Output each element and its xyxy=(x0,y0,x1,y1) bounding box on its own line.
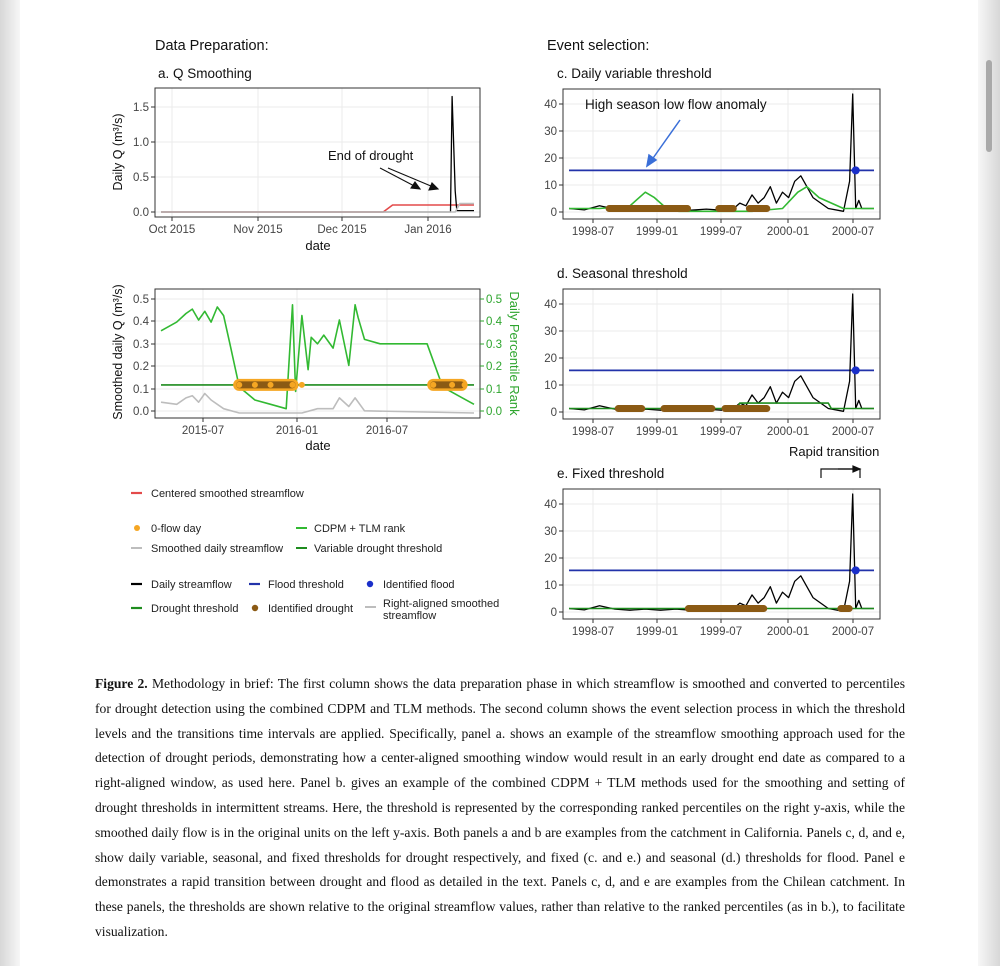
identified-drought-bar xyxy=(837,605,852,612)
y-tick-label: 30 xyxy=(544,326,557,338)
y-right-axis-label: Daily Percentile Rank xyxy=(507,291,522,416)
identified-flood-point xyxy=(852,166,860,174)
annotation-high-season-low-flow: High season low flow anomaly xyxy=(585,97,767,112)
x-tick-label: 2015-07 xyxy=(181,425,225,437)
series-smoothed-daily-streamflow xyxy=(161,394,474,414)
panel-d xyxy=(544,266,880,438)
y-right-tick-label: 0.4 xyxy=(486,316,502,328)
legend-item-identified-drought xyxy=(252,603,353,615)
rapid-transition-bracket xyxy=(821,466,860,478)
svg-text:Flood threshold: Flood threshold xyxy=(268,579,344,591)
y-tick-label: 20 xyxy=(544,553,557,565)
x-tick-label: 2000-07 xyxy=(831,226,875,238)
y-tick-label: 0.0 xyxy=(133,207,149,219)
series-daily-streamflow xyxy=(161,97,474,213)
x-tick-label: 1999-01 xyxy=(635,426,679,438)
y-tick-label: 40 xyxy=(544,99,557,111)
x-tick-label: 1999-07 xyxy=(699,626,743,638)
svg-text:Variable drought threshold: Variable drought threshold xyxy=(314,543,443,555)
svg-text:Daily streamflow: Daily streamflow xyxy=(151,579,232,591)
x-tick-label: 1999-07 xyxy=(699,226,743,238)
legend-item-cdpm-tlm-rank xyxy=(296,523,406,535)
x-axis-label: date xyxy=(305,238,331,253)
legend-item-smoothed-daily xyxy=(131,543,283,555)
y-tick-label: 0 xyxy=(550,607,557,619)
svg-text:Right-aligned smoothed: Right-aligned smoothed xyxy=(383,598,500,610)
y-tick-label: 20 xyxy=(544,153,557,165)
y-tick-label: 0.0 xyxy=(133,406,149,418)
x-tick-label: 2000-07 xyxy=(831,426,875,438)
y-tick-label: 0.5 xyxy=(133,294,149,306)
x-tick-label: 2000-01 xyxy=(766,226,810,238)
caption-label: Figure 2. xyxy=(95,676,148,691)
x-tick-label: 2000-07 xyxy=(831,626,875,638)
panel-c xyxy=(544,66,880,238)
panel-c-title: c. Daily variable threshold xyxy=(557,66,712,81)
svg-text:Identified flood: Identified flood xyxy=(383,579,455,591)
x-tick-label: Oct 2015 xyxy=(148,224,196,236)
annotation-arrow-anomaly xyxy=(647,120,680,166)
svg-text:CDPM + TLM rank: CDPM + TLM rank xyxy=(314,523,406,535)
y-tick-label: 1.0 xyxy=(133,137,149,149)
panel-a-title: a. Q Smoothing xyxy=(158,66,252,81)
zero-flow-day-point xyxy=(449,382,455,388)
identified-flood-point xyxy=(852,366,860,374)
y-tick-label: 10 xyxy=(544,580,557,592)
legend xyxy=(131,488,499,622)
legend-item-flood-threshold xyxy=(249,579,344,591)
y-tick-label: 40 xyxy=(544,299,557,311)
panel-b xyxy=(111,284,522,453)
annotation-arrows xyxy=(380,168,438,190)
legend-item-variable-drought-threshold xyxy=(296,543,442,555)
x-tick-label: Dec 2015 xyxy=(317,224,367,236)
figure-caption xyxy=(95,672,905,945)
x-tick-label: 2016-01 xyxy=(275,425,319,437)
y-tick-label: 20 xyxy=(544,353,557,365)
section-title-event-selection: Event selection: xyxy=(547,38,650,54)
zero-flow-day-point xyxy=(299,382,305,388)
y-tick-label: 10 xyxy=(544,180,557,192)
svg-text:Identified drought: Identified drought xyxy=(268,603,354,615)
zero-flow-day-point xyxy=(236,382,242,388)
identified-drought-bar xyxy=(715,205,736,212)
y-tick-label: 1.5 xyxy=(133,102,149,114)
identified-drought-bar xyxy=(615,405,646,412)
svg-text:0-flow day: 0-flow day xyxy=(151,523,202,535)
series-centered-smoothed-streamflow xyxy=(161,205,474,212)
y-axis-label: Smoothed daily Q (m³/s) xyxy=(111,284,125,420)
y-right-tick-label: 0.5 xyxy=(486,294,502,306)
y-tick-label: 40 xyxy=(544,499,557,511)
panel-d-title: d. Seasonal threshold xyxy=(557,266,688,281)
legend-item-daily-streamflow xyxy=(131,579,232,591)
x-tick-label: 2000-01 xyxy=(766,626,810,638)
y-right-tick-label: 0.3 xyxy=(486,339,502,351)
x-tick-label: 1999-07 xyxy=(699,426,743,438)
x-tick-label: 1998-07 xyxy=(571,626,615,638)
zero-flow-day-point xyxy=(289,382,295,388)
y-axis-label: Daily Q (m³/s) xyxy=(111,113,125,191)
x-tick-label: 1999-01 xyxy=(635,226,679,238)
y-right-tick-label: 0.0 xyxy=(486,406,502,418)
y-tick-label: 0 xyxy=(550,407,557,419)
identified-drought-bar xyxy=(236,381,295,388)
legend-item-drought-threshold xyxy=(131,603,238,615)
x-tick-label: 2016-07 xyxy=(365,425,409,437)
panel-e-title: e. Fixed threshold xyxy=(557,466,665,481)
section-title-data-preparation: Data Preparation: xyxy=(155,38,269,54)
x-tick-label: 2000-01 xyxy=(766,426,810,438)
legend-item-identified-flood xyxy=(367,579,455,591)
zero-flow-day-point xyxy=(252,382,258,388)
y-tick-label: 0.2 xyxy=(133,361,149,373)
zero-flow-day-point xyxy=(268,382,274,388)
x-axis-label: date xyxy=(305,438,331,453)
identified-drought-bar xyxy=(661,405,716,412)
y-right-tick-label: 0.1 xyxy=(486,384,502,396)
legend-item-zero-flow-day xyxy=(134,523,202,535)
zero-flow-day-point xyxy=(430,382,436,388)
svg-text:streamflow: streamflow xyxy=(383,610,437,622)
identified-flood-point xyxy=(852,566,860,574)
identified-drought-bar xyxy=(746,205,770,212)
annotation-end-of-drought: End of drought xyxy=(328,148,414,163)
svg-text:Smoothed daily streamflow: Smoothed daily streamflow xyxy=(151,543,284,555)
y-tick-label: 0.3 xyxy=(133,339,149,351)
y-tick-label: 0 xyxy=(550,207,557,219)
y-tick-label: 30 xyxy=(544,526,557,538)
y-tick-label: 0.1 xyxy=(133,384,149,396)
annotation-rapid-transition: Rapid transition xyxy=(789,444,880,459)
y-tick-label: 30 xyxy=(544,126,557,138)
x-tick-label: 1998-07 xyxy=(571,226,615,238)
panel-e xyxy=(544,466,880,638)
svg-text:Centered smoothed streamflow: Centered smoothed streamflow xyxy=(151,488,304,500)
svg-text:Drought threshold: Drought threshold xyxy=(151,603,239,615)
series-cdpm-tlm-rank xyxy=(161,305,474,409)
y-tick-label: 0.4 xyxy=(133,316,149,328)
x-tick-label: 1998-07 xyxy=(571,426,615,438)
caption-text: Methodology in brief: The first column shows the data preparation phase in which streamflow is smoothed and converted to percentiles for drought detection using the combined CDPM and TLM methods. The second column shows the event selection process in which the threshold levels and the transitions time intervals are applied. Specifically, panel a. shows an example of the streamflow smoothing approach used for the detection of drought periods, demonstrating how a center-aligned smoothing window would result in an early drought end date as compared to a right-aligned window, as used here. Panel b. gives an example of the combined CDPM + TLM methods used for the smoothing and setting of drought thresholds in intermittent streams. Here, the threshold is represented by the corresponding ranked percentiles on the right y-axis, while the smoothed daily flow is in the original units on the left y-axis. Both panels a and b are examples from the catchment in California. Panels c, d, and e, show daily variable, seasonal, and fixed thresholds for drought respectively, and fixed (c. and e.) and seasonal (d.) thresholds for flood. Panel e demonstrates a rapid transition between drought and flood as detailed in the text. Panels c, d, and e are examples from the Chilean catchment. In these panels, the thresholds are shown relative to the original streamflow values, rather than relative to the ranked percentiles (as in b.), to facilitate visualization. xyxy=(95,676,905,939)
identified-drought-bar xyxy=(685,605,767,612)
zero-flow-day-point xyxy=(462,382,468,388)
identified-drought-bar xyxy=(606,205,691,212)
y-tick-label: 0.5 xyxy=(133,172,149,184)
legend-item-right-aligned-smoothed xyxy=(365,598,499,622)
y-right-tick-label: 0.2 xyxy=(486,361,502,373)
x-tick-label: Jan 2016 xyxy=(404,224,452,236)
x-tick-label: Nov 2015 xyxy=(233,224,283,236)
x-tick-label: 1999-01 xyxy=(635,626,679,638)
y-tick-label: 10 xyxy=(544,380,557,392)
legend-item-centered-smoothed xyxy=(131,488,304,500)
panel-a xyxy=(111,66,480,253)
identified-drought-bar xyxy=(722,405,771,412)
